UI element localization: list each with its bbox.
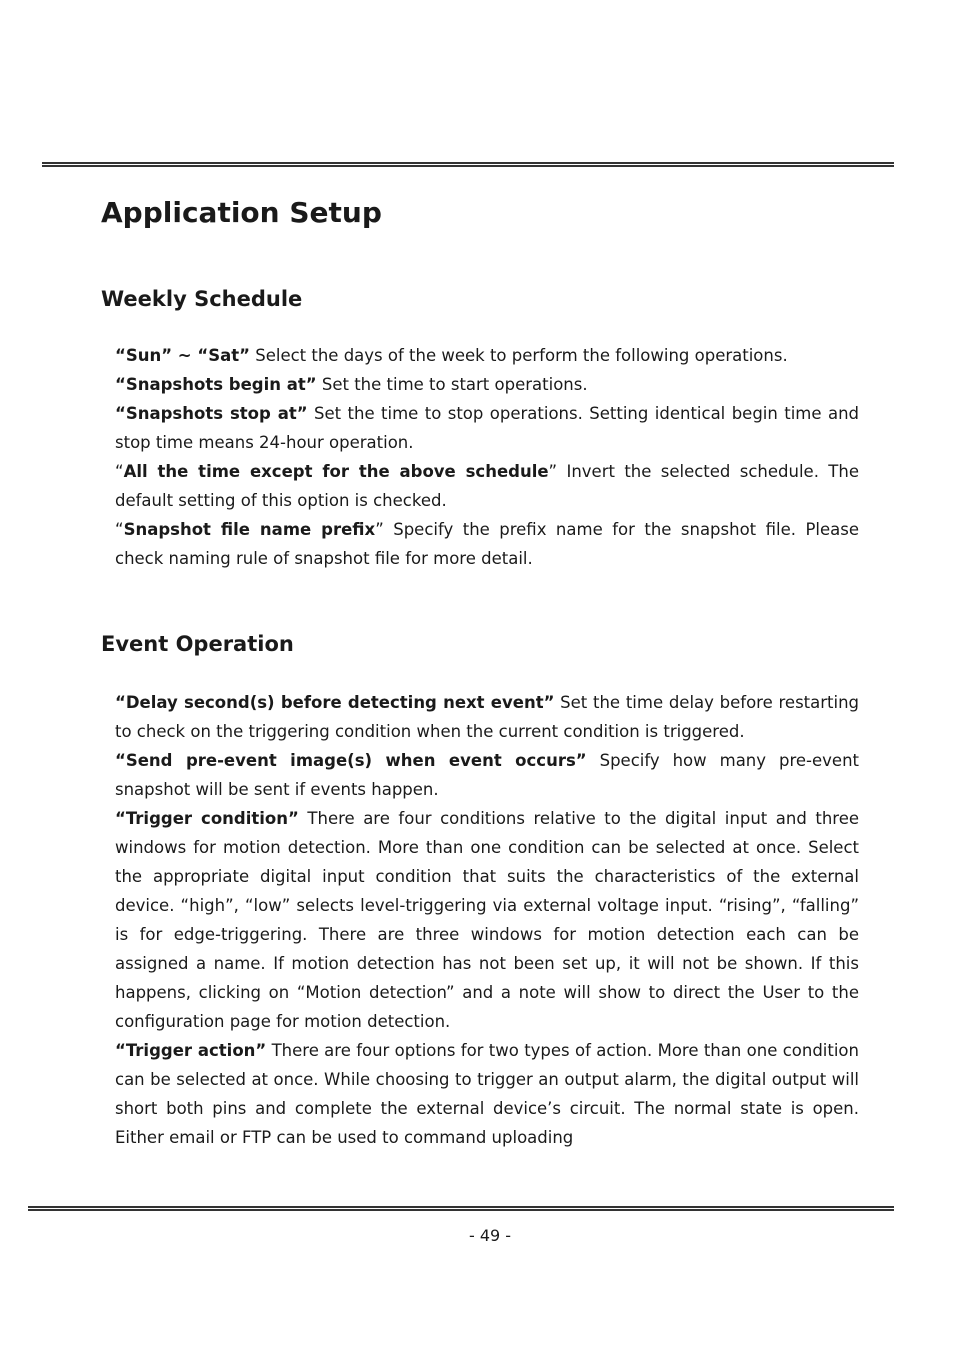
page-number: - 49 -: [468, 1226, 512, 1245]
term: Snapshot file name prefix: [123, 520, 376, 539]
paragraph: “Trigger condition” There are four conditions relative to the digital input and three windows for motion detection. More than one condition can be selected at once. Select the appropriate digital input condition that suits the characteristics of the external device. “high”, “low” selects level-triggering via external voltage input. “rising”, “falling” is for edge-triggering. There are three windows for motion detection each can be assigned a name. If motion detection has not been set up, it will not be shown. If this happens, clicking on “Motion detection” and a note will show to direct the User to the configuration page for motion detection.: [115, 809, 860, 1031]
paragraph: “Send pre-event image(s) when event occurs” Specify how many pre-event snapshot will be sent if events happen.: [115, 751, 859, 799]
section-heading-event-operation: Event Operation: [101, 632, 294, 656]
term: “Trigger action”: [115, 1041, 267, 1060]
page-title: Application Setup: [101, 196, 382, 229]
paragraph: “Trigger action” There are four options for two types of action. More than one condition can be selected at once. While choosing to trigger an output alarm, the digital output will short both pins and complete the external device’s circuit. The normal state is open. Either email or FTP can be used to command uploading: [115, 1041, 859, 1147]
term: “Delay second(s) before detecting next event”: [115, 693, 555, 712]
term: “Trigger condition”: [115, 809, 299, 828]
term: All the time except for the above schedule: [123, 462, 549, 481]
term: “Sun” ~ “Sat”: [115, 346, 250, 365]
paragraph: “Snapshots begin at” Set the time to start operations.: [115, 375, 588, 394]
paragraph: “Snapshots stop at” Set the time to stop operations. Setting identical begin time and stop time means 24-hour operation.: [115, 404, 859, 452]
term: “Snapshots begin at”: [115, 375, 317, 394]
event-operation-content: [115, 688, 859, 1152]
term: “Snapshots stop at”: [115, 404, 308, 423]
section-heading-weekly-schedule: Weekly Schedule: [101, 287, 303, 311]
paragraph: “Sun” ~ “Sat” Select the days of the week to perform the following operations.: [115, 346, 788, 365]
weekly-schedule-content: [115, 341, 859, 573]
paragraph: “Delay second(s) before detecting next event” Set the time delay before restarting to check on the triggering condition when the current condition is triggered.: [115, 693, 860, 741]
term: “Send pre-event image(s) when event occurs”: [115, 751, 587, 770]
paragraph: “All the time except for the above schedule” Invert the selected schedule. The default setting of this option is checked.: [115, 462, 859, 510]
top-rule: [42, 162, 894, 167]
paragraph: “Snapshot file name prefix” Specify the prefix name for the snapshot file. Please check naming rule of snapshot file for more detail.: [115, 520, 860, 568]
bottom-rule: [28, 1206, 894, 1211]
